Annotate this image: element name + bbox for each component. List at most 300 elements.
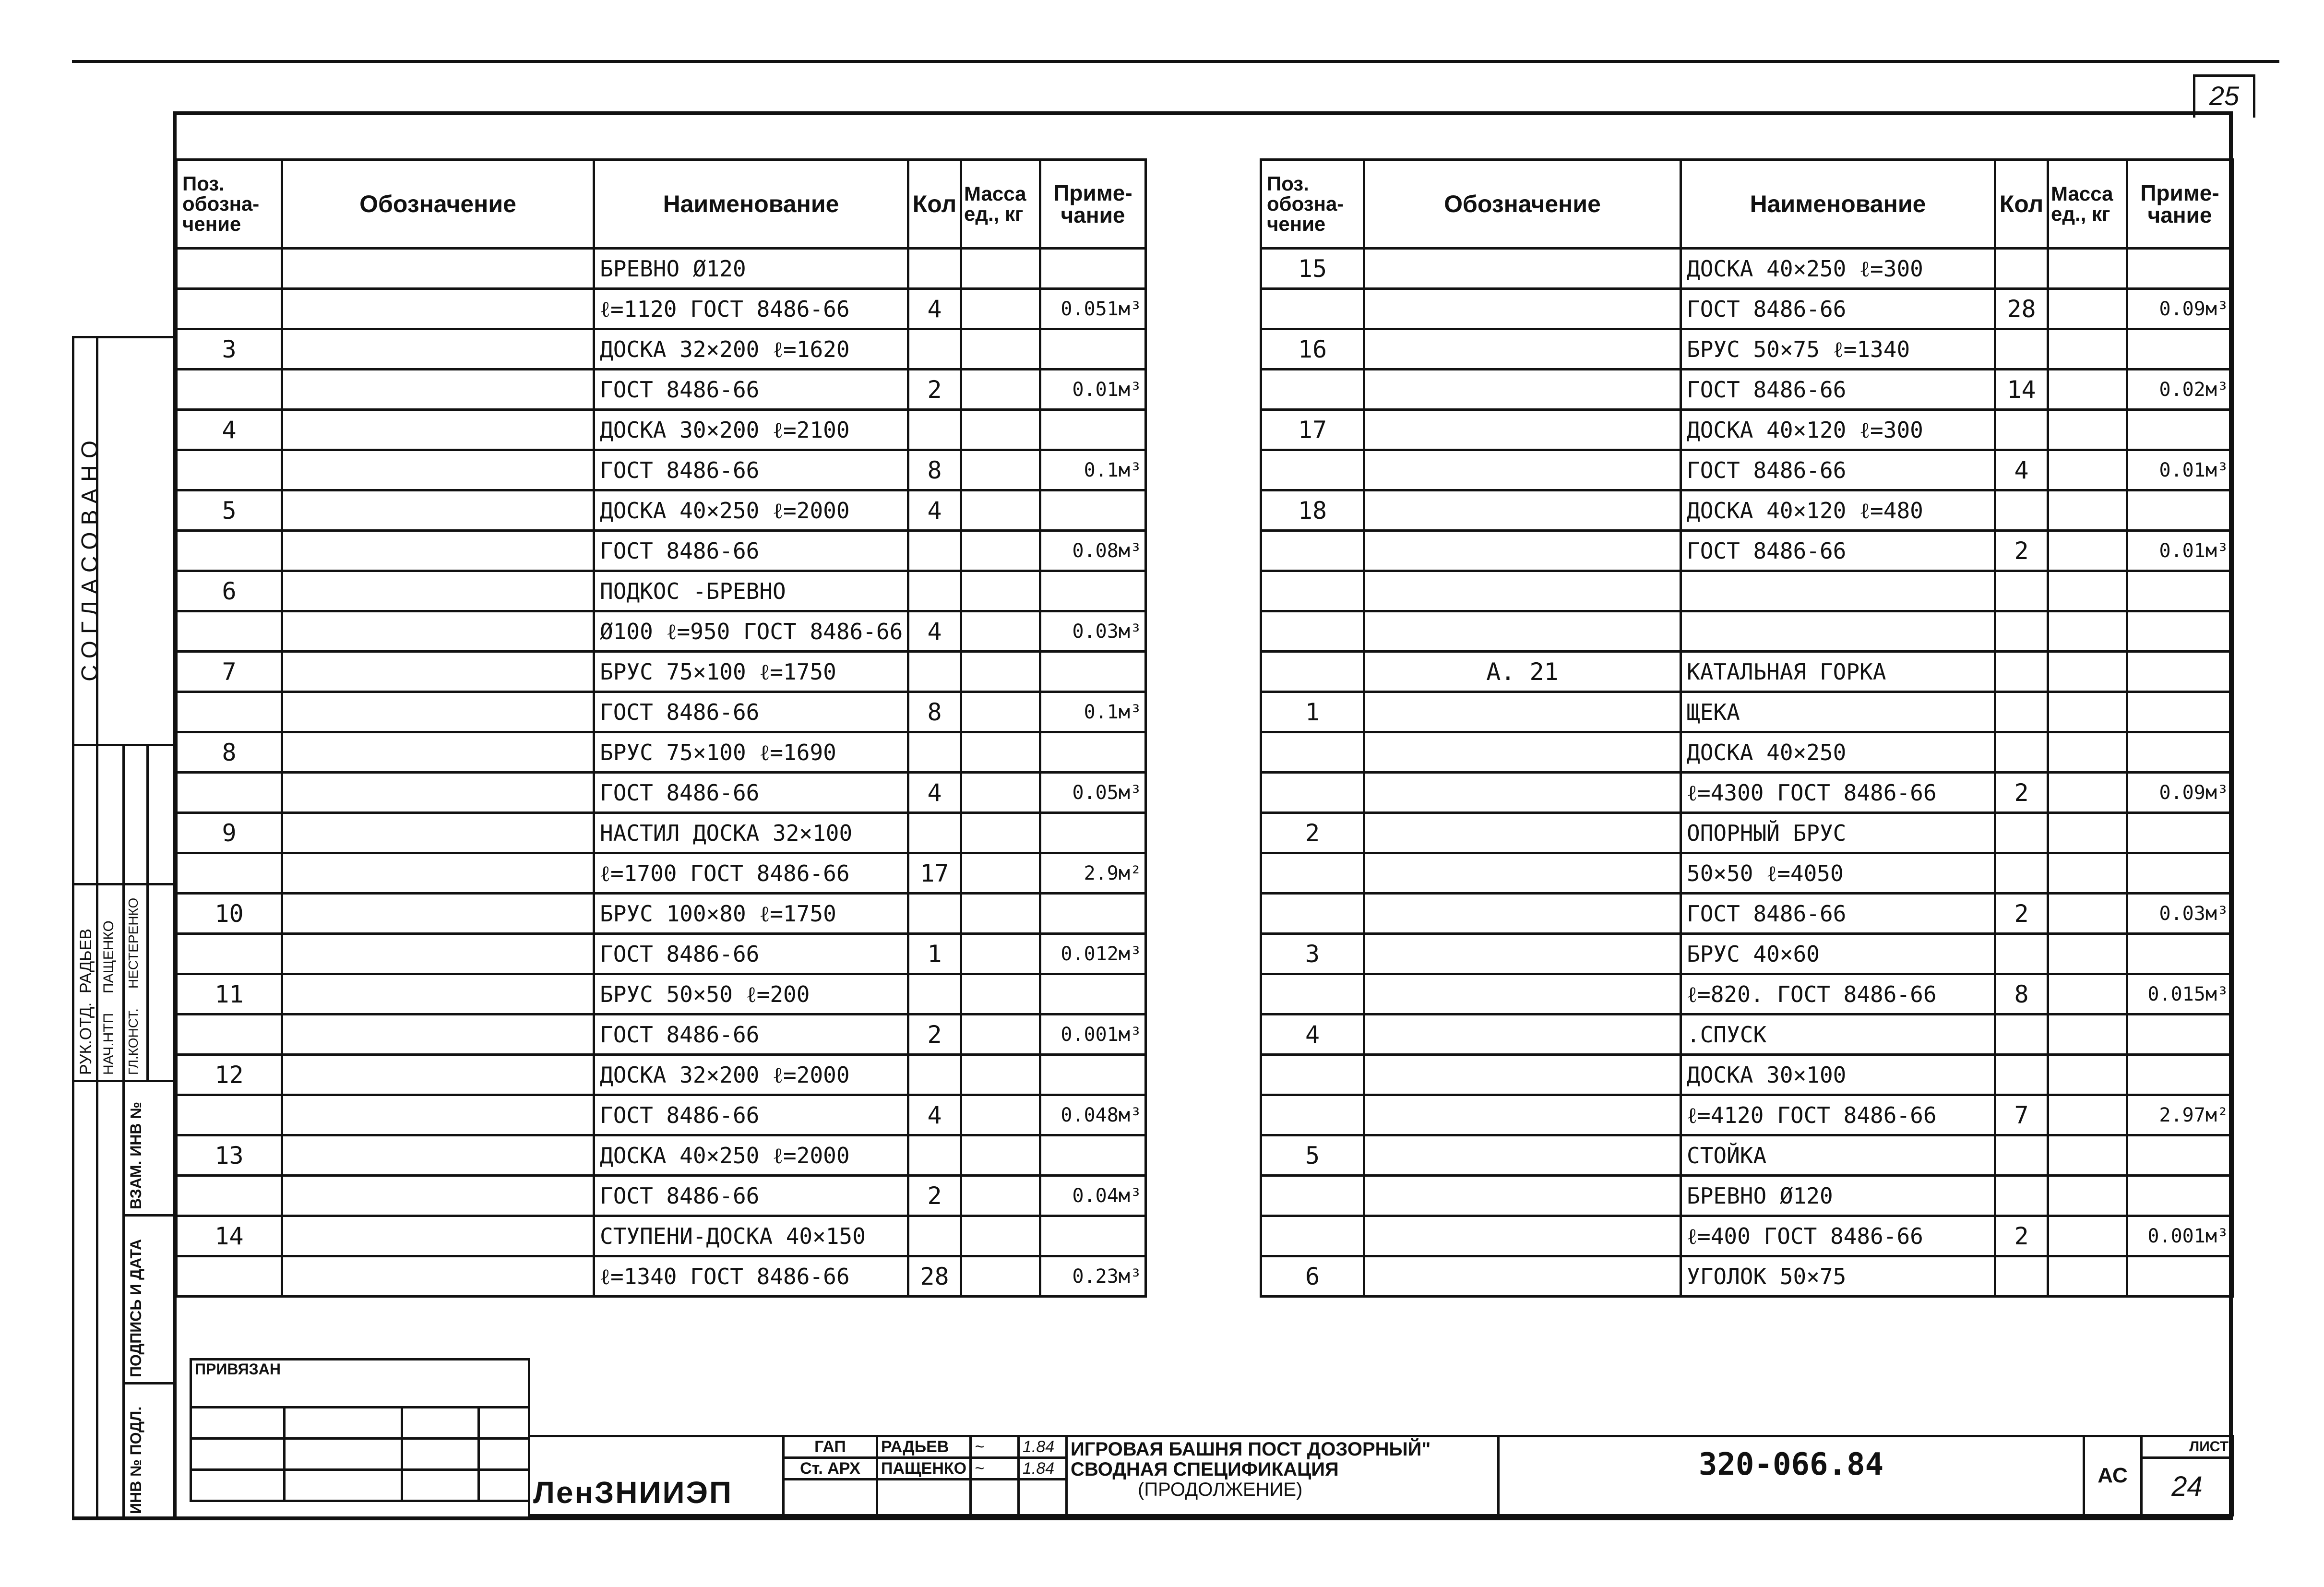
row-mass	[961, 1095, 1040, 1135]
row-qty	[1995, 813, 2048, 853]
row-qty: 28	[1995, 289, 2048, 329]
row-name: ДОСКА 40×250	[1681, 732, 1995, 773]
row-designation	[282, 853, 594, 894]
row-qty	[1995, 692, 2048, 732]
row-qty	[908, 410, 961, 450]
side-nach-name: ПАЩЕНКО	[101, 920, 117, 993]
row-pos: 16	[1261, 329, 1364, 370]
row-designation	[1364, 974, 1681, 1014]
left-table-row	[177, 370, 1146, 410]
row-designation	[282, 450, 594, 490]
row-mass	[2048, 531, 2127, 571]
row-designation	[1364, 732, 1681, 773]
left-table-row	[177, 329, 1146, 370]
row-pos	[177, 1176, 282, 1216]
row-name: ДОСКА 32×200 ℓ=2000	[594, 1055, 908, 1095]
row-qty	[908, 249, 961, 289]
row-qty: 2	[1995, 531, 2048, 571]
row-designation	[282, 1176, 594, 1216]
right-table-row	[1261, 1055, 2233, 1095]
row-note	[1040, 894, 1146, 934]
row-pos: 3	[177, 329, 282, 370]
row-name: ГОСТ 8486-66	[1681, 450, 1995, 490]
row-qty: 1	[908, 934, 961, 974]
right-table-row	[1261, 1095, 2233, 1135]
row-name: БРЕВНО Ø120	[1681, 1176, 1995, 1216]
row-name: ГОСТ 8486-66	[1681, 370, 1995, 410]
name-pashchenko: ПАЩЕНКО	[877, 1458, 971, 1480]
row-mass	[2048, 571, 2127, 611]
row-qty	[1995, 490, 2048, 531]
row-note	[1040, 410, 1146, 450]
row-qty	[1995, 329, 2048, 370]
row-note: 0.012м³	[1040, 934, 1146, 974]
row-note	[2127, 329, 2233, 370]
row-designation	[1364, 853, 1681, 894]
row-pos: 6	[1261, 1256, 1364, 1297]
right-table-row	[1261, 1014, 2233, 1055]
row-mass	[2048, 1216, 2127, 1256]
row-mass	[961, 249, 1040, 289]
right-table-row	[1261, 853, 2233, 894]
right-table-row	[1261, 1256, 2233, 1297]
row-note	[1040, 1055, 1146, 1095]
row-designation	[1364, 611, 1681, 652]
row-note	[1040, 974, 1146, 1014]
right-header-designation: Обозначение	[1364, 160, 1681, 249]
right-table-row	[1261, 813, 2233, 853]
row-note	[1040, 1216, 1146, 1256]
row-pos: 1	[1261, 692, 1364, 732]
row-mass	[2048, 611, 2127, 652]
right-table-row	[1261, 732, 2233, 773]
side-stamp-line-d	[146, 744, 149, 1080]
row-note	[2127, 1256, 2233, 1297]
row-designation	[282, 370, 594, 410]
row-note	[2127, 571, 2233, 611]
right-table-row	[1261, 652, 2233, 692]
row-pos	[1261, 370, 1364, 410]
row-note	[1040, 571, 1146, 611]
row-designation	[1364, 1055, 1681, 1095]
row-qty: 14	[1995, 370, 2048, 410]
right-table-row	[1261, 773, 2233, 813]
row-name: ДОСКА 40×250 ℓ=2000	[594, 490, 908, 531]
row-qty	[908, 1135, 961, 1176]
row-designation	[282, 692, 594, 732]
row-name: ГОСТ 8486-66	[1681, 894, 1995, 934]
row-designation	[1364, 410, 1681, 450]
row-mass	[961, 813, 1040, 853]
right-table-row	[1261, 571, 2233, 611]
right-table-row	[1261, 370, 2233, 410]
row-qty: 2	[908, 370, 961, 410]
row-note	[2127, 1014, 2233, 1055]
row-pos: 6	[177, 571, 282, 611]
left-table-row	[177, 1256, 1146, 1297]
left-table-row	[177, 732, 1146, 773]
row-name: ГОСТ 8486-66	[1681, 531, 1995, 571]
row-mass	[2048, 1256, 2127, 1297]
row-name: .СПУСК	[1681, 1014, 1995, 1055]
row-note	[2127, 249, 2233, 289]
row-note: 0.01м³	[2127, 531, 2233, 571]
row-qty	[908, 813, 961, 853]
privyazan-block	[190, 1358, 530, 1502]
row-designation	[282, 1135, 594, 1176]
row-name: ℓ=4300 ГОСТ 8486-66	[1681, 773, 1995, 813]
left-table-row	[177, 249, 1146, 289]
signature-2-icon: ~	[975, 1459, 984, 1478]
row-qty: 4	[908, 289, 961, 329]
row-qty	[1995, 1055, 2048, 1095]
date-2: 1.84	[1019, 1458, 1067, 1480]
left-header-designation: Обозначение	[282, 160, 594, 249]
side-soglasovano: СОГЛАСОВАНО	[77, 433, 103, 681]
row-mass	[2048, 853, 2127, 894]
right-table-row	[1261, 1176, 2233, 1216]
row-pos	[1261, 652, 1364, 692]
row-note: 2.97м²	[2127, 1095, 2233, 1135]
row-note	[2127, 1055, 2233, 1095]
left-table-row	[177, 1055, 1146, 1095]
left-header-mass: Масса ед., кг	[961, 160, 1040, 249]
right-table-row	[1261, 934, 2233, 974]
row-note: 0.1м³	[1040, 450, 1146, 490]
row-qty: 4	[908, 611, 961, 652]
row-name: БРУС 100×80 ℓ=1750	[594, 894, 908, 934]
row-pos	[1261, 531, 1364, 571]
left-table-row	[177, 974, 1146, 1014]
left-header-note: Приме-чание	[1040, 160, 1146, 249]
row-designation	[1364, 249, 1681, 289]
row-note	[2127, 934, 2233, 974]
row-pos	[177, 531, 282, 571]
row-mass	[2048, 1095, 2127, 1135]
row-pos	[177, 370, 282, 410]
row-pos	[1261, 1176, 1364, 1216]
row-name: ДОСКА 32×200 ℓ=1620	[594, 329, 908, 370]
right-table-row	[1261, 410, 2233, 450]
row-designation	[282, 1095, 594, 1135]
stage-code: АС	[2084, 1436, 2142, 1515]
left-table-row	[177, 1176, 1146, 1216]
row-name: ГОСТ 8486-66	[594, 1014, 908, 1055]
row-qty: 4	[1995, 450, 2048, 490]
row-qty: 8	[908, 450, 961, 490]
right-header-name: Наименование	[1681, 160, 1995, 249]
row-mass	[2048, 450, 2127, 490]
signature-1	[971, 1436, 1019, 1458]
row-designation	[1364, 1216, 1681, 1256]
row-name: БРУС 50×75 ℓ=1340	[1681, 329, 1995, 370]
title-line-3: (ПРОДОЛЖЕНИЕ)	[1138, 1479, 1303, 1500]
drawing-code: 320-066.84	[1499, 1436, 2084, 1515]
row-note: 0.051м³	[1040, 289, 1146, 329]
title-line-2: СВОДНАЯ СПЕЦИФИКАЦИЯ	[1071, 1459, 1339, 1480]
row-note	[1040, 329, 1146, 370]
row-pos: 14	[177, 1216, 282, 1256]
row-designation	[282, 732, 594, 773]
row-name: ГОСТ 8486-66	[594, 531, 908, 571]
row-designation	[282, 813, 594, 853]
row-designation	[1364, 934, 1681, 974]
row-mass	[2048, 1055, 2127, 1095]
row-designation	[1364, 571, 1681, 611]
row-note	[1040, 249, 1146, 289]
side-stamp-line-e	[122, 1080, 125, 1516]
sheet-number-box	[2193, 74, 2255, 118]
row-pos	[177, 692, 282, 732]
row-qty	[908, 531, 961, 571]
side-gl-konstr: ГЛ.КОНСТ.	[126, 1008, 141, 1075]
row-designation	[282, 652, 594, 692]
row-name: ГОСТ 8486-66	[594, 934, 908, 974]
row-designation	[282, 1014, 594, 1055]
row-note: 0.01м³	[2127, 450, 2233, 490]
row-qty: 17	[908, 853, 961, 894]
row-mass	[2048, 974, 2127, 1014]
right-table-row	[1261, 289, 2233, 329]
row-name: БРУС 50×50 ℓ=200	[594, 974, 908, 1014]
row-pos	[177, 611, 282, 652]
row-qty: 2	[1995, 894, 2048, 934]
row-name: ГОСТ 8486-66	[594, 1095, 908, 1135]
row-designation	[282, 329, 594, 370]
right-header-pos: Поз. обозна-чение	[1261, 160, 1364, 249]
side-ruk-otd-name: РАДЬЕВ	[77, 929, 95, 993]
row-name: ПОДКОС -БРЕВНО	[594, 571, 908, 611]
row-pos	[1261, 1216, 1364, 1256]
row-designation	[1364, 329, 1681, 370]
row-name: ДОСКА 40×120 ℓ=480	[1681, 490, 1995, 531]
right-table-row	[1261, 894, 2233, 934]
right-table-row	[1261, 490, 2233, 531]
row-name: СТОЙКА	[1681, 1135, 1995, 1176]
left-table-row	[177, 894, 1146, 934]
row-note	[1040, 652, 1146, 692]
row-note: 0.015м³	[2127, 974, 2233, 1014]
side-gl-konstr-name: НЕСТЕРЕНКО	[126, 897, 141, 989]
row-name: ℓ=400 ГОСТ 8486-66	[1681, 1216, 1995, 1256]
side-stamp-line-a	[72, 336, 74, 1516]
row-note	[2127, 853, 2233, 894]
left-table-row	[177, 652, 1146, 692]
row-qty: 2	[1995, 1216, 2048, 1256]
right-header-mass: Масса ед., кг	[2048, 160, 2127, 249]
row-qty	[1995, 571, 2048, 611]
date-1: 1.84	[1019, 1436, 1067, 1458]
left-table-row	[177, 692, 1146, 732]
title-block	[528, 1435, 2234, 1516]
row-pos	[177, 1014, 282, 1055]
row-pos: 4	[1261, 1014, 1364, 1055]
left-table-row	[177, 611, 1146, 652]
row-pos: 18	[1261, 490, 1364, 531]
right-table-row	[1261, 974, 2233, 1014]
left-header-name: Наименование	[594, 160, 908, 249]
row-mass	[961, 490, 1040, 531]
row-note: 0.05м³	[1040, 773, 1146, 813]
drawing-title	[1067, 1436, 1499, 1515]
row-designation	[1364, 1095, 1681, 1135]
row-mass	[2048, 813, 2127, 853]
sheet-label: ЛИСТ	[2142, 1436, 2233, 1458]
row-note	[2127, 611, 2233, 652]
row-note: 0.1м³	[1040, 692, 1146, 732]
row-pos: 10	[177, 894, 282, 934]
row-designation	[1364, 1135, 1681, 1176]
role-st-arkh: Ст. АРХ	[784, 1458, 877, 1480]
right-table-row	[1261, 1135, 2233, 1176]
side-stamp-h1	[72, 336, 173, 338]
row-mass	[2048, 370, 2127, 410]
row-pos	[1261, 732, 1364, 773]
row-mass	[961, 1055, 1040, 1095]
row-designation	[282, 611, 594, 652]
side-ruk-otd: РУК.ОТД.	[77, 1002, 95, 1075]
right-table-row	[1261, 531, 2233, 571]
row-qty	[1995, 611, 2048, 652]
row-note: 0.03м³	[1040, 611, 1146, 652]
row-mass	[961, 289, 1040, 329]
row-pos	[1261, 773, 1364, 813]
row-pos: 13	[177, 1135, 282, 1176]
row-designation	[282, 531, 594, 571]
side-stamp-h4	[72, 1080, 173, 1082]
row-mass	[961, 1014, 1040, 1055]
row-name: КАТАЛЬНАЯ ГОРКА	[1681, 652, 1995, 692]
row-note	[2127, 652, 2233, 692]
row-mass	[2048, 692, 2127, 732]
row-note: 0.001м³	[1040, 1014, 1146, 1055]
signature-2	[971, 1458, 1019, 1480]
row-mass	[961, 894, 1040, 934]
row-pos	[177, 450, 282, 490]
row-note: 0.03м³	[2127, 894, 2233, 934]
left-table-row	[177, 490, 1146, 531]
row-pos: 2	[1261, 813, 1364, 853]
row-pos: 5	[1261, 1135, 1364, 1176]
row-name: ГОСТ 8486-66	[594, 1176, 908, 1216]
row-pos: 7	[177, 652, 282, 692]
side-nach: НАЧ.НТП	[101, 1013, 117, 1075]
left-table-row	[177, 289, 1146, 329]
row-pos: 5	[177, 490, 282, 531]
sheet-number: 24	[2142, 1458, 2233, 1515]
row-note: 0.02м³	[2127, 370, 2233, 410]
left-table-row	[177, 934, 1146, 974]
row-mass	[2048, 329, 2127, 370]
row-designation	[1364, 773, 1681, 813]
row-pos: 3	[1261, 934, 1364, 974]
row-mass	[2048, 732, 2127, 773]
row-designation	[1364, 1014, 1681, 1055]
row-qty	[1995, 249, 2048, 289]
row-mass	[2048, 289, 2127, 329]
row-mass	[961, 974, 1040, 1014]
row-qty: 8	[1995, 974, 2048, 1014]
right-table-row	[1261, 1216, 2233, 1256]
row-name: ГОСТ 8486-66	[594, 773, 908, 813]
row-designation	[1364, 1256, 1681, 1297]
row-mass	[2048, 249, 2127, 289]
row-note	[1040, 490, 1146, 531]
row-designation	[282, 289, 594, 329]
left-table-row	[177, 450, 1146, 490]
row-qty	[1995, 410, 2048, 450]
row-note: 0.09м³	[2127, 289, 2233, 329]
role-gap: ГАП	[784, 1436, 877, 1458]
side-inv-vzam: ВЗАМ. ИНВ №	[127, 1101, 144, 1209]
row-mass	[961, 410, 1040, 450]
row-pos	[1261, 1095, 1364, 1135]
row-name: СТУПЕНИ-ДОСКА 40×150	[594, 1216, 908, 1256]
row-pos	[1261, 974, 1364, 1014]
row-pos: 17	[1261, 410, 1364, 450]
row-designation	[282, 490, 594, 531]
row-designation	[282, 249, 594, 289]
row-designation	[282, 934, 594, 974]
left-table-row	[177, 853, 1146, 894]
row-name: ГОСТ 8486-66	[594, 370, 908, 410]
row-mass	[961, 773, 1040, 813]
side-stamp-h5	[122, 1214, 173, 1217]
row-mass	[2048, 1135, 2127, 1176]
row-pos	[177, 934, 282, 974]
right-spec-table	[1260, 158, 2234, 1298]
left-table-row	[177, 773, 1146, 813]
row-qty	[908, 652, 961, 692]
row-name: ДОСКА 40×250 ℓ=300	[1681, 249, 1995, 289]
name-radev: РАДЬЕВ	[877, 1436, 971, 1458]
left-table-row	[177, 1014, 1146, 1055]
row-pos	[177, 1256, 282, 1297]
row-note	[2127, 732, 2233, 773]
row-name: ОПОРНЫЙ БРУС	[1681, 813, 1995, 853]
row-pos: 8	[177, 732, 282, 773]
row-note: 0.08м³	[1040, 531, 1146, 571]
row-pos	[177, 853, 282, 894]
right-table-row	[1261, 329, 2233, 370]
row-mass	[961, 934, 1040, 974]
side-stamp-h3	[72, 883, 173, 885]
left-table-row	[177, 1135, 1146, 1176]
left-header-pos: Поз. обозна-чение	[177, 160, 282, 249]
row-note: 0.048м³	[1040, 1095, 1146, 1135]
row-name: НАСТИЛ ДОСКА 32×100	[594, 813, 908, 853]
row-qty	[1995, 934, 2048, 974]
row-pos	[177, 289, 282, 329]
privyazan-label: ПРИВЯЗАН	[191, 1360, 529, 1408]
row-designation	[1364, 531, 1681, 571]
right-table-row	[1261, 611, 2233, 652]
row-note: 2.9м²	[1040, 853, 1146, 894]
row-mass	[2048, 773, 2127, 813]
row-name: ДОСКА 40×120 ℓ=300	[1681, 410, 1995, 450]
row-qty: 8	[908, 692, 961, 732]
row-pos	[1261, 571, 1364, 611]
row-designation: А. 21	[1364, 652, 1681, 692]
side-stamp-h2	[72, 744, 173, 746]
row-name: БРУС 75×100 ℓ=1690	[594, 732, 908, 773]
row-qty	[908, 894, 961, 934]
side-podpis-data: ПОДПИСЬ И ДАТА	[127, 1239, 144, 1377]
row-name: ДОСКА 40×250 ℓ=2000	[594, 1135, 908, 1176]
row-designation	[282, 571, 594, 611]
side-inv-podl: ИНВ № ПОДЛ.	[127, 1406, 144, 1514]
org-name: ЛенЗНИИЭП	[529, 1436, 784, 1515]
